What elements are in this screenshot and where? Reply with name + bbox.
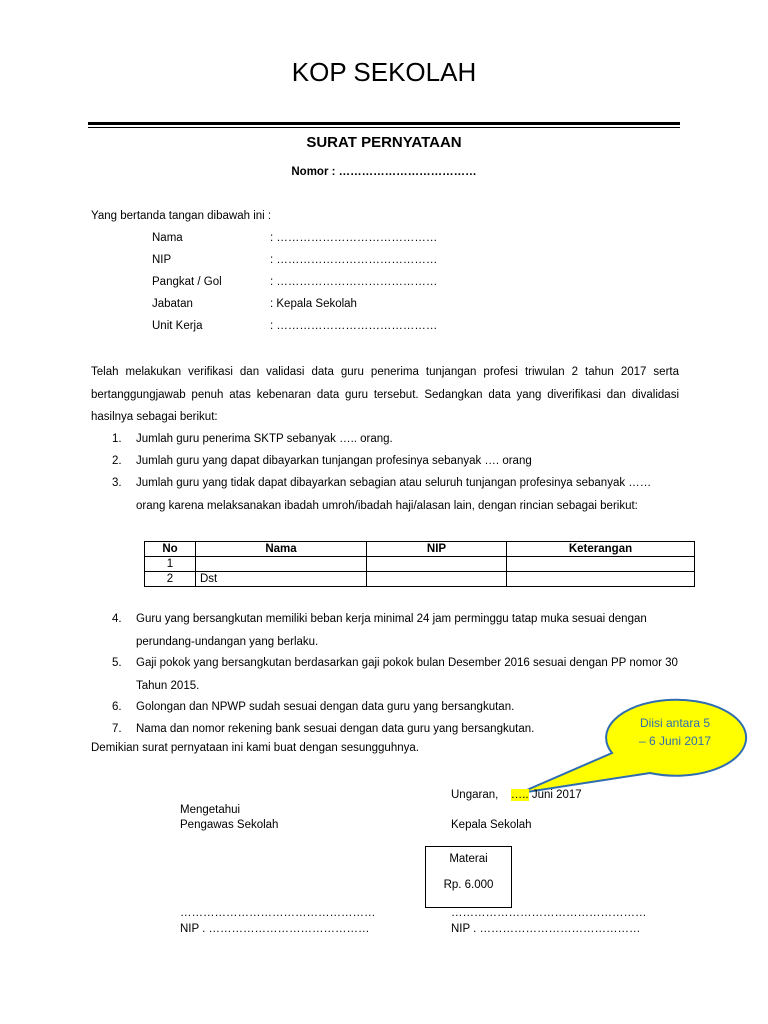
body-paragraph: Telah melakukan verifikasi dan validasi data guru penerima tunjangan profesi triwulan 2 tahun 2017 serta bertanggungjawab penuh atas kebenaran data guru tersebut. Sedangkan data yang diverifikasi dan divalidasi hasilnya sebagai berikut:: [91, 366, 679, 423]
closing-statement: Demikian surat pernyataan ini kami buat dengan sesungguhnya.: [91, 742, 419, 754]
right-signatory-name: ……………………………………………: [451, 907, 647, 919]
list-item-number: 4.: [112, 613, 122, 625]
list-item-number: 6.: [112, 701, 122, 713]
list-item-text: Jumlah guru yang dapat dibayarkan tunjangan profesinya sebanyak …. orang: [136, 455, 532, 467]
signature-place: Ungaran,: [451, 789, 499, 801]
table-cell: [507, 557, 695, 572]
callout-line-2: – 6 Juni 2017: [638, 734, 712, 748]
list-item-number: 3.: [112, 477, 122, 489]
table-header-keterangan: Keterangan: [507, 542, 695, 557]
right-role: Kepala Sekolah: [451, 819, 532, 831]
materai-label: Materai: [449, 853, 488, 865]
table-cell: [367, 572, 507, 587]
list-item-number: 1.: [112, 433, 122, 445]
table-cell: [196, 557, 367, 572]
right-signatory-nip: NIP . ……………………………………: [451, 923, 641, 935]
table-header-row: [145, 542, 695, 557]
identity-value-unit-kerja: : ……………………………………: [270, 320, 438, 332]
identity-label-unit-kerja: Unit Kerja: [152, 320, 203, 332]
identity-label-nip: NIP: [152, 254, 172, 266]
table-header-nip: NIP: [367, 542, 507, 557]
identity-value-nip: : ……………………………………: [270, 254, 438, 266]
identity-value-jabatan: : Kepala Sekolah: [270, 298, 357, 310]
list-item-text: Jumlah guru yang tidak dapat dibayarkan sebagian atau seluruh tunjangan profesinya sebanyak …… orang karena melaksanakan ibadah umroh/ibadah haji/alasan lain, dengan rincian sebagai berikut:: [136, 477, 652, 512]
document-title: SURAT PERNYATAAN: [306, 134, 462, 151]
table-cell: 1: [145, 557, 196, 572]
table-row: [145, 572, 695, 587]
identity-label-jabatan: Jabatan: [152, 298, 193, 310]
list-item-text: Guru yang bersangkutan memiliki beban kerja minimal 24 jam perminggu tatap muka sesuai dengan perundang-undangan yang berlaku.: [136, 613, 647, 648]
list-item-number: 2.: [112, 455, 122, 467]
left-signatory-name: ……………………………………………: [180, 907, 376, 919]
table-cell: 2: [145, 572, 196, 587]
table-cell: [507, 572, 695, 587]
table-cell: Dst: [196, 572, 367, 587]
identity-value-nama: : ……………………………………: [270, 232, 438, 244]
table-row: [145, 557, 695, 572]
table-cell: [367, 557, 507, 572]
callout-line-1: Diisi antara 5: [639, 716, 711, 730]
list-item-number: 7.: [112, 723, 122, 735]
teacher-table: [144, 541, 695, 587]
callout-shape: [520, 700, 746, 793]
signature-place-date: [451, 789, 582, 801]
identity-label-nama: Nama: [152, 232, 183, 244]
list-item-text: Golongan dan NPWP sudah sesuai dengan data guru yang bersangkutan.: [136, 701, 515, 713]
intro-text: Yang bertanda tangan dibawah ini :: [91, 210, 272, 222]
signature-date-month: Juni 2017: [531, 789, 582, 801]
signature-date-blank: …..: [510, 789, 529, 801]
materai-amount: Rp. 6.000: [443, 879, 494, 891]
header-rule-thin: [88, 127, 680, 128]
identity-label-pangkat: Pangkat / Gol: [152, 276, 222, 288]
identity-value-pangkat: : ……………………………………: [270, 276, 438, 288]
table-header-no: No: [145, 542, 196, 557]
left-role-line-2: Pengawas Sekolah: [180, 819, 279, 831]
left-role-line-1: Mengetahui: [180, 804, 241, 816]
list-item-text: Jumlah guru penerima SKTP sebanyak ….. orang.: [136, 433, 393, 445]
kop-sekolah-heading: KOP SEKOLAH: [291, 57, 477, 87]
document-number: Nomor : ………………………………: [291, 166, 477, 178]
list-item-text: Gaji pokok yang bersangkutan berdasarkan gaji pokok bulan Desember 2016 sesuai dengan PP nomor 30 Tahun 2015.: [136, 657, 678, 692]
list-item-number: 5.: [112, 657, 122, 669]
list-item-text: Nama dan nomor rekening bank sesuai dengan data guru yang bersangkutan.: [136, 723, 535, 735]
left-signatory-nip: NIP . ……………………………………: [180, 923, 370, 935]
table-header-nama: Nama: [196, 542, 367, 557]
header-rule-thick: [88, 122, 680, 125]
materai-box: [425, 846, 512, 908]
